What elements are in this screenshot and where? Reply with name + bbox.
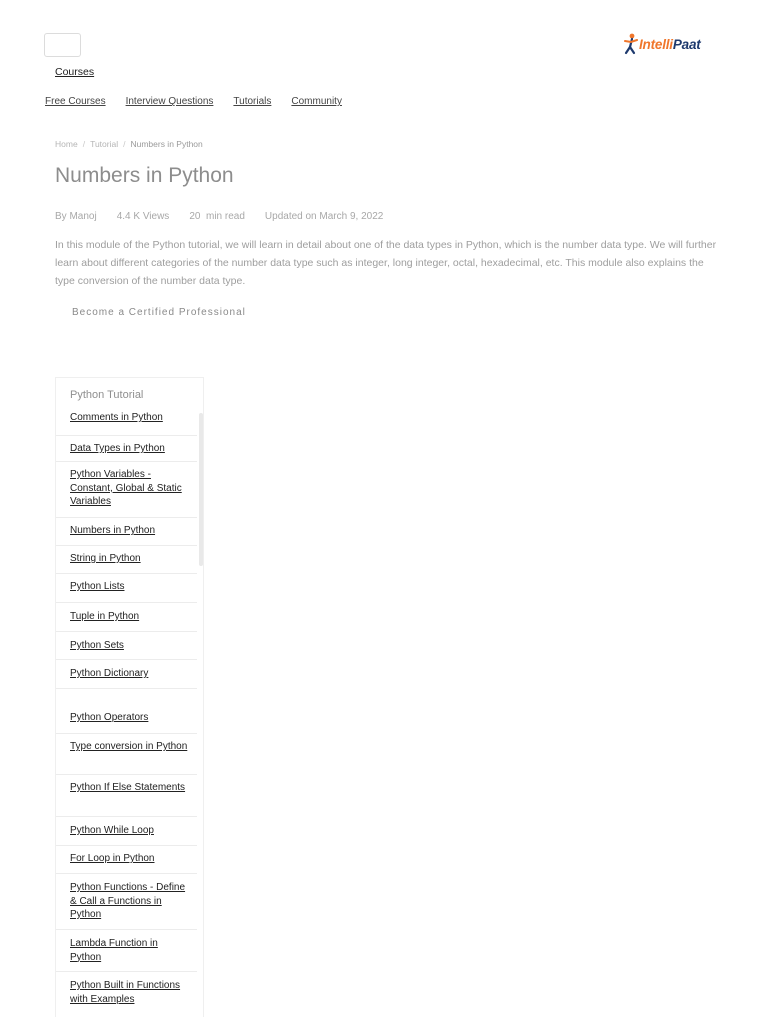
list-item (56, 817, 197, 846)
breadcrumb-separator: / (123, 139, 126, 149)
list-item (56, 846, 197, 874)
breadcrumb-separator: / (82, 139, 86, 149)
nav-community[interactable]: Community (291, 96, 342, 107)
sidebar-item-data-types-in-python[interactable]: Data Types in Python (70, 443, 165, 454)
list-item (56, 972, 197, 1017)
breadcrumb-tutorial[interactable]: Tutorial (90, 139, 119, 149)
list-item (56, 574, 197, 603)
sidebar-item-tuple-in-python[interactable]: Tuple in Python (70, 611, 140, 622)
sidebar-item-python-functions[interactable]: Python Functions - Define & Call a Functions in Python (70, 882, 186, 920)
intellipaat-logo[interactable] (622, 32, 701, 56)
sidebar-item-comments-in-python[interactable]: Comments in Python (70, 412, 163, 423)
sidebar-item-numbers-in-python[interactable]: Numbers in Python (70, 525, 156, 536)
nav-interview-questions[interactable]: Interview Questions (125, 96, 214, 107)
courses-link[interactable]: Courses (55, 66, 95, 78)
list-item (56, 930, 197, 972)
sidebar-item-for-loop[interactable]: For Loop in Python (70, 853, 155, 864)
sidebar-item-type-conversion[interactable]: Type conversion in Python (70, 741, 188, 752)
nav-free-courses[interactable]: Free Courses (45, 96, 106, 107)
sidebar-item-python-if-else[interactable]: Python If Else Statements (70, 782, 186, 793)
sidebar-item-python-while-loop[interactable]: Python While Loop (70, 825, 154, 836)
sidebar-item-lambda-function[interactable]: Lambda Function in Python (70, 938, 158, 963)
list-item (56, 632, 197, 660)
author: By Manoj (55, 211, 97, 222)
menu-toggle-button[interactable] (44, 33, 81, 57)
page-title: Numbers in Python (55, 164, 234, 187)
view-count: 4.4 K Views (116, 211, 170, 222)
article-meta (55, 211, 403, 222)
article-intro: In this module of the Python tutorial, we will learn in detail about one of the data types in Python, which is the number data type. We will further learn about different categories of the number data type such as integer, long integer, octal, hexadecimal, etc. This module also explains the type conversion of the number data type. (55, 239, 717, 287)
list-item (56, 405, 197, 436)
top-nav (45, 96, 342, 107)
sidebar-item-python-built-in-functions[interactable]: Python Built in Functions with Examples (70, 980, 181, 1005)
breadcrumb-home[interactable]: Home (55, 139, 78, 149)
sidebar-item-python-lists[interactable]: Python Lists (70, 581, 125, 592)
list-item (56, 874, 197, 930)
read-time: 20 min read (189, 211, 245, 222)
tutorial-sidebar (55, 377, 204, 1017)
list-item (56, 518, 197, 546)
logo-figure-icon (622, 32, 638, 56)
list-item (56, 436, 197, 462)
sidebar-item-python-sets[interactable]: Python Sets (70, 640, 124, 651)
breadcrumb (55, 139, 203, 149)
list-item (56, 660, 197, 689)
list-item (56, 734, 197, 775)
become-certified-button[interactable]: Become a Certified Professional (72, 307, 246, 318)
sidebar-scrollbar[interactable] (199, 413, 203, 566)
sidebar-item-python-operators[interactable]: Python Operators (70, 712, 149, 723)
logo-wordmark: IntelliPaat (639, 36, 701, 52)
list-item (56, 546, 197, 574)
nav-tutorials[interactable]: Tutorials (233, 96, 272, 107)
list-item (56, 462, 197, 518)
list-item (56, 603, 197, 632)
list-item (56, 775, 197, 817)
sidebar-title: Python Tutorial (70, 389, 144, 401)
sidebar-item-python-variables[interactable]: Python Variables - Constant, Global & Static Variables (70, 469, 182, 507)
sidebar-item-string-in-python[interactable]: String in Python (70, 553, 141, 564)
sidebar-item-python-dictionary[interactable]: Python Dictionary (70, 668, 149, 679)
list-item (56, 689, 197, 734)
breadcrumb-current: Numbers in Python (130, 139, 203, 149)
updated-date: Updated on March 9, 2022 (264, 211, 384, 222)
